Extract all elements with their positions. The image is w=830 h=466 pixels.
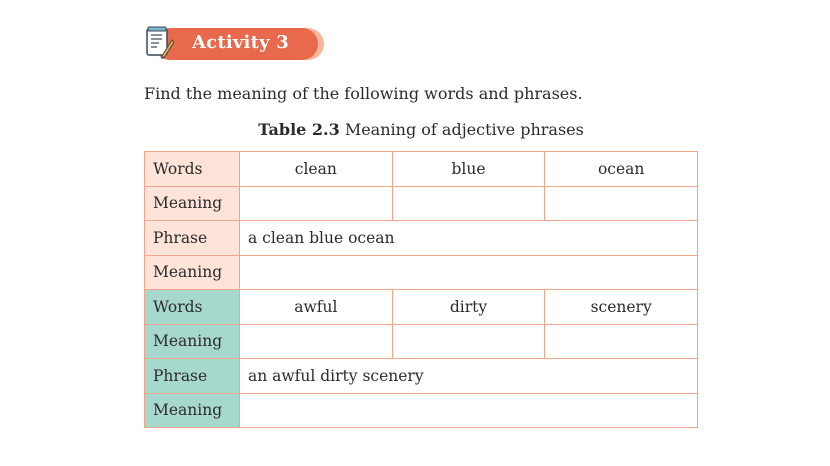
notepad-pencil-icon — [144, 26, 174, 60]
row-header-meaning: Meaning — [145, 324, 240, 359]
word-cell: clean — [240, 152, 393, 187]
phrase-meaning-answer-cell[interactable] — [240, 255, 698, 290]
row-header-meaning: Meaning — [145, 255, 240, 290]
meaning-answer-cell[interactable] — [545, 186, 698, 221]
row-header-words: Words — [145, 152, 240, 187]
word-cell: blue — [392, 152, 545, 187]
table-row — [145, 221, 698, 256]
row-header-phrase: Phrase — [145, 221, 240, 256]
word-cell: ocean — [545, 152, 698, 187]
table-caption — [144, 120, 698, 139]
meaning-answer-cell[interactable] — [392, 324, 545, 359]
adjective-phrases-table — [144, 151, 698, 428]
table-title: Meaning of adjective phrases — [344, 120, 584, 139]
row-header-phrase: Phrase — [145, 359, 240, 394]
meaning-answer-cell[interactable] — [545, 324, 698, 359]
word-cell: scenery — [545, 290, 698, 325]
row-header-meaning: Meaning — [145, 186, 240, 221]
meaning-answer-cell[interactable] — [392, 186, 545, 221]
table-row — [145, 186, 698, 221]
table-row — [145, 393, 698, 428]
table-row — [145, 324, 698, 359]
phrase-cell: a clean blue ocean — [240, 221, 698, 256]
activity-title: Activity 3 — [192, 32, 289, 53]
meaning-answer-cell[interactable] — [240, 186, 393, 221]
table-row — [145, 255, 698, 290]
word-cell: awful — [240, 290, 393, 325]
table-row — [145, 152, 698, 187]
row-header-meaning: Meaning — [145, 393, 240, 428]
row-header-words: Words — [145, 290, 240, 325]
table-number: Table 2.3 — [258, 120, 340, 139]
meaning-answer-cell[interactable] — [240, 324, 393, 359]
word-cell: dirty — [392, 290, 545, 325]
instruction-text: Find the meaning of the following words and phrases. — [144, 84, 583, 103]
table-row — [145, 359, 698, 394]
phrase-cell: an awful dirty scenery — [240, 359, 698, 394]
phrase-meaning-answer-cell[interactable] — [240, 393, 698, 428]
activity-badge — [144, 26, 326, 62]
table-row — [145, 290, 698, 325]
